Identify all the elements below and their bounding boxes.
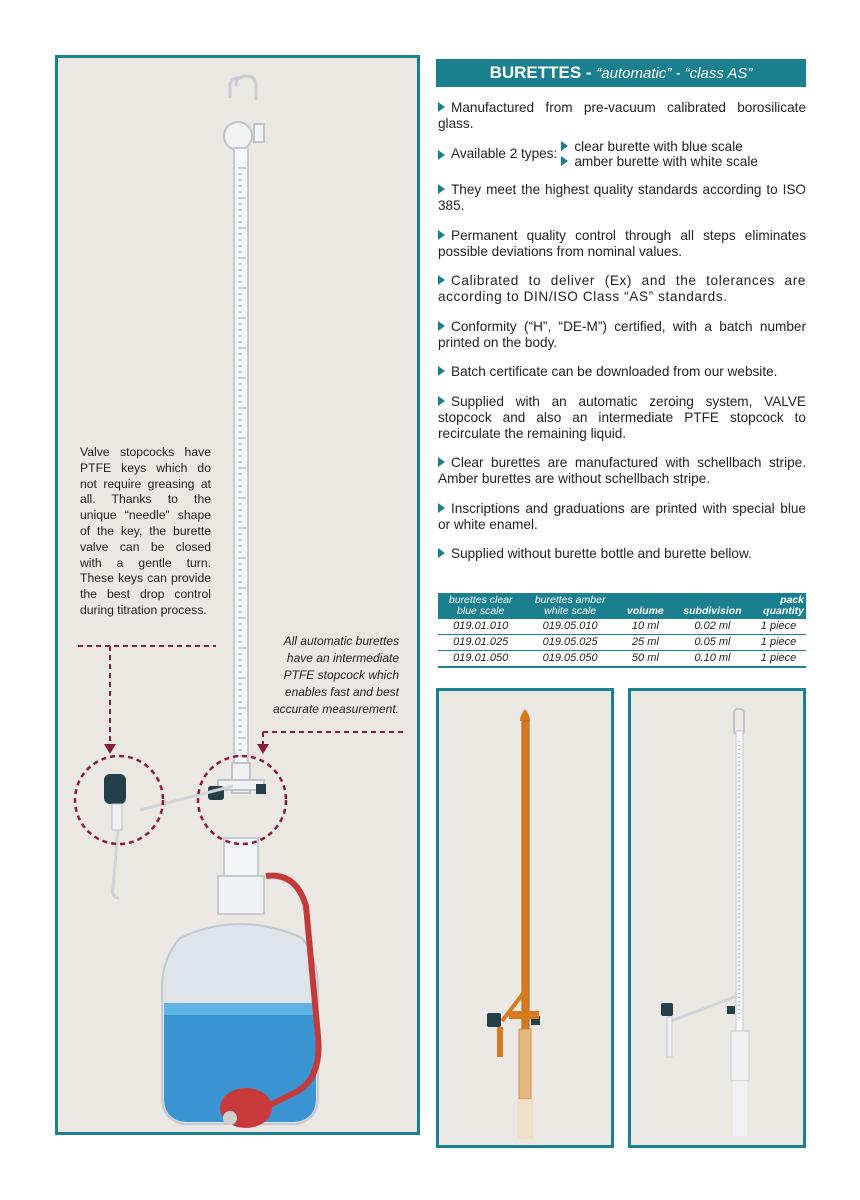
table-header-row: [438, 593, 806, 619]
amber-burette-illustration: [439, 691, 611, 1145]
intermediate-stopcock-note: All automatic burettes have an intermediate PTFE stopcock which enables fast and best accurate measurement.: [272, 634, 399, 716]
feature-item: Conformity (“H”, “DE-M”) certified, with a batch number printed on the body.: [438, 318, 806, 350]
title-subtitle: “automatic” - “class AS”: [596, 65, 753, 82]
table-cell: 019.01.050: [438, 651, 523, 668]
bullet-arrow-icon: [438, 102, 445, 112]
types-list: [561, 139, 758, 169]
bullet-arrow-icon: [438, 184, 445, 194]
table-cell: 1 piece: [751, 651, 806, 668]
table-cell: 0.10 ml: [674, 651, 751, 668]
type-item: amber burette with white scale: [561, 154, 758, 169]
col-header-clear: burettes clear blue scale: [438, 593, 523, 619]
bullet-arrow-icon: [438, 366, 445, 376]
feature-item: Supplied without burette bottle and burette bellow.: [438, 546, 806, 562]
table-cell: 0.02 ml: [674, 619, 751, 635]
title-main: BURETTES -: [489, 63, 592, 82]
type-item: clear burette with blue scale: [561, 139, 758, 154]
bullet-arrow-icon: [438, 457, 445, 467]
table-cell: 019.05.010: [523, 619, 617, 635]
bullet-arrow-icon: [438, 275, 445, 285]
clear-burette-photo: [628, 688, 806, 1148]
table-cell: 10 ml: [617, 619, 674, 635]
col-header-volume: volume: [617, 593, 674, 619]
bullet-arrow-icon: [561, 141, 568, 151]
table-row: [438, 635, 806, 651]
table-cell: 1 piece: [751, 619, 806, 635]
feature-item: Supplied with an automatic zeroing system, VALVE stopcock and also an intermediate PTFE stopcock to recirculate the remaining liquid.: [438, 393, 806, 441]
amber-burette-photo: [436, 688, 614, 1148]
col-header-pack: pack quantity: [751, 593, 806, 619]
bullet-arrow-icon: [438, 230, 445, 240]
feature-item: Permanent quality control through all steps eliminates possible deviations from nominal values.: [438, 227, 806, 259]
feature-item: Batch certificate can be downloaded from our website.: [438, 364, 806, 380]
table-cell: 0.05 ml: [674, 635, 751, 651]
table-row: [438, 619, 806, 635]
table-cell: 50 ml: [617, 651, 674, 668]
feature-list: [438, 100, 806, 576]
bullet-arrow-icon: [438, 503, 445, 513]
table-cell: 019.01.010: [438, 619, 523, 635]
clear-burette-illustration: [631, 691, 803, 1145]
feature-item: Clear burettes are manufactured with schellbach stripe. Amber burettes are without schellbach stripe.: [438, 455, 806, 486]
feature-item: They meet the highest quality standards according to ISO 385.: [438, 182, 806, 213]
bullet-arrow-icon: [561, 156, 568, 166]
types-label: Available 2 types:: [451, 145, 558, 161]
feature-item: Manufactured from pre-vacuum calibrated borosilicate glass.: [438, 100, 806, 131]
bullet-arrow-icon: [438, 396, 445, 406]
valve-stopcock-note: Valve stopcocks have PTFE keys which do not require greasing at all. Thanks to the unique “needle” shape of the key, the burette valve can be closed with a gentle turn. These keys can provide the best drop control during titration process.: [80, 445, 211, 617]
col-header-amber: burettes amber white scale: [523, 593, 617, 619]
table-cell: 019.05.050: [523, 651, 617, 668]
table-cell: 1 piece: [751, 635, 806, 651]
bullet-arrow-icon: [438, 321, 445, 331]
table-cell: 019.01.025: [438, 635, 523, 651]
feature-item: Inscriptions and graduations are printed with special blue or white enamel.: [438, 500, 806, 532]
specification-table: [438, 593, 806, 668]
table-cell: 25 ml: [617, 635, 674, 651]
bullet-arrow-icon: [438, 150, 445, 160]
bullet-arrow-icon: [438, 548, 445, 558]
table-cell: 019.05.025: [523, 635, 617, 651]
feature-types: [438, 138, 806, 169]
feature-item: Calibrated to deliver (Ex) and the tolerances are according to DIN/ISO Class “AS” standards.: [438, 273, 806, 304]
col-header-subdivision: subdivision: [674, 593, 751, 619]
section-title: [436, 59, 806, 87]
table-row: [438, 651, 806, 668]
